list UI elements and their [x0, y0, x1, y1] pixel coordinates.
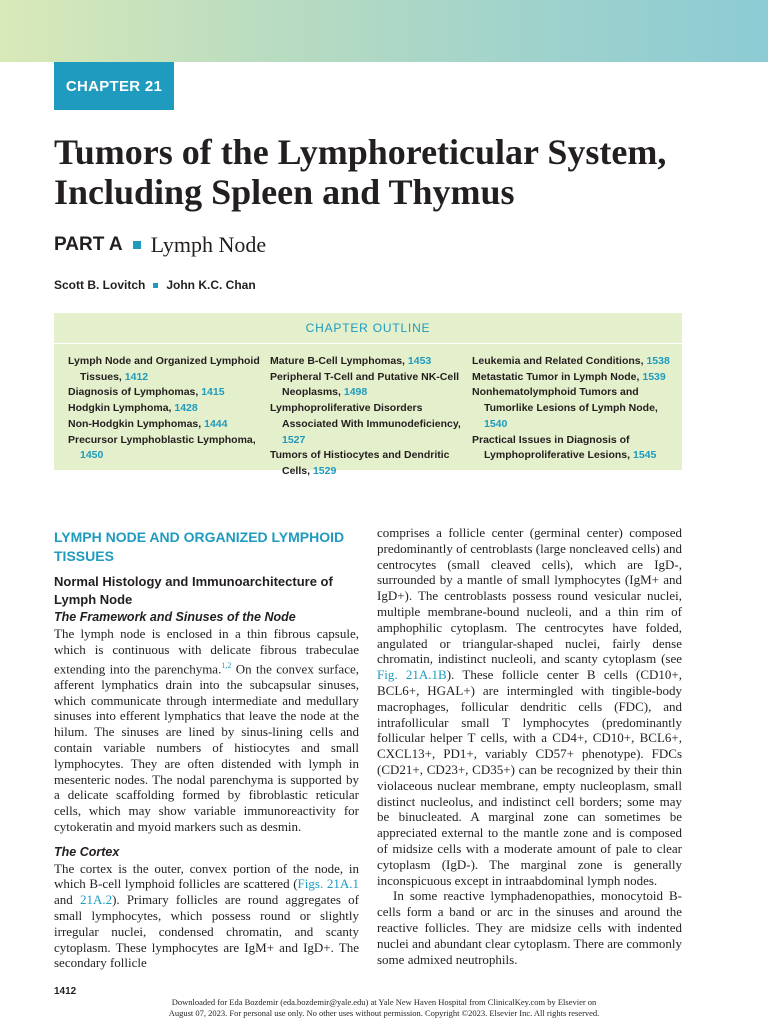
outline-item[interactable]: Tumors of Histiocytes and Dendritic Cells, 1529 [270, 449, 450, 477]
outline-page-link[interactable]: 1539 [642, 370, 666, 383]
outline-item[interactable]: Peripheral T-Cell and Putative NK-Cell Neoplasms, 1498 [270, 370, 460, 399]
outline-page-link[interactable]: 1527 [282, 433, 306, 446]
outline-page-link[interactable]: 1428 [174, 402, 198, 415]
outline-page-link[interactable]: 1450 [80, 449, 104, 462]
outline-page-link[interactable]: 1545 [632, 449, 657, 462]
body-paragraph: In some reactive lymphadenopathies, monocytoid B-cells form a band or arc in the sinuses and around the reactive follicles. They are midsize cells with indented nuclei and abundant clear cytoplasm. There are commonly some admixed neutrophils. [377, 888, 682, 967]
part-label: PART A [54, 234, 123, 255]
outline-page-link[interactable]: 1415 [201, 386, 225, 399]
outline-item[interactable]: Mature B-Cell Lymphomas, 1453 [270, 355, 432, 367]
figure-link[interactable]: 21A.2 [79, 892, 113, 908]
footer-line: Downloaded for Eda Bozdemir (eda.bozdemir@yale.edu) at Yale New Haven Hospital from ClinicalKey.com by Elsevier on [171, 997, 597, 1007]
author-line [54, 276, 256, 294]
chapter-label: CHAPTER 21 [54, 62, 174, 110]
figure-link[interactable]: Figs. 21A.1 [297, 876, 359, 892]
outline-item[interactable]: Metastatic Tumor in Lymph Node, 1539 [472, 370, 666, 383]
cortex-heading: The Cortex [54, 844, 120, 859]
outline-item[interactable]: Leukemia and Related Conditions, 1538 [472, 355, 670, 367]
outline-page-link[interactable]: 1412 [124, 370, 149, 383]
citation-link[interactable]: 1,2 [221, 660, 232, 670]
outline-column [270, 354, 472, 480]
body-paragraph: The cortex is the outer, convex portion of the node, in which B-cell lymphoid follicles are scattered (Figs. 21A.1 and 21A.2). Primary follicles are round aggregates of small lymphocytes, which possess round or slightly irregular nuclei, condensed chromatin, and scanty cytoplasm. These lymphocytes are IgM+ and IgD+. The secondary follicle [54, 860, 359, 971]
outline-column [68, 354, 270, 480]
outline-item[interactable]: Diagnosis of Lymphomas, 1415 [68, 386, 225, 399]
author-name: John K.C. Chan [166, 278, 256, 292]
outline-item[interactable]: Practical Issues in Diagnosis of Lymphoproliferative Lesions, 1545 [472, 433, 657, 462]
outline-item[interactable]: Lymph Node and Organized Lymphoid Tissues, 1412 [68, 355, 260, 383]
download-notice [150, 997, 618, 1018]
body-paragraph: The lymph node is enclosed in a thin fibrous capsule, which is continuous with delicate fibrous trabeculae extending into the parenchyma.$^{1,2}$ On the convex surface, afferent lymphatics drain into the subcapsular sinuses, which communicate through intermediate and medullary sinuses into efferent lymphatics that leave the node at the hilum. The sinuses are lined by sinus-lining cells and contain variable numbers of histiocytes and small lymphocytes. They are often distended with lymph in mesenteric nodes. The nodal parenchyma is supported by a delicate scaffolding formed by fibroblastic reticular cells, which may show variable immunoreactivity for cytokeratin and myoid markers such as desmin. [54, 626, 359, 834]
chapter-title: Tumors of the Lymphoreticular System, Including Spleen and Thymus [54, 132, 667, 212]
outline-item[interactable]: Precursor Lymphoblastic Lymphoma, 1450 [68, 433, 256, 462]
outline-page-link[interactable]: 1538 [646, 355, 670, 367]
chapter-outline [54, 313, 682, 477]
section-heading: LYMPH NODE AND ORGANIZED LYMPHOID TISSUES [54, 529, 345, 564]
subsection-heading: Normal Histology and Immunoarchitecture of Lymph Node [54, 574, 333, 607]
outline-page-link[interactable]: 1453 [407, 355, 432, 367]
footer-line: August 07, 2023. For personal use only. No other uses without permission. Copyright ©2023. Elsevier Inc. All rights reserved. [168, 1007, 600, 1018]
left-column [54, 528, 359, 971]
outline-page-link[interactable]: 1529 [312, 464, 337, 477]
outline-item[interactable]: Nonhematolymphoid Tumors and Tumorlike Lesions of Lymph Node, 1540 [472, 386, 658, 430]
right-column [377, 525, 682, 967]
outline-item[interactable]: Non-Hodgkin Lymphomas, 1444 [68, 417, 228, 430]
outline-page-link[interactable]: 1444 [204, 417, 228, 430]
outline-page-link[interactable]: 1498 [343, 386, 368, 399]
page-number: 1412 [54, 986, 77, 997]
outline-item[interactable]: Lymphoproliferative Disorders Associated With Immunodeficiency, 1527 [270, 402, 461, 446]
outline-column [472, 354, 674, 480]
header-gradient-band [0, 0, 768, 62]
figure-link[interactable]: Fig. 21A.1B [377, 667, 447, 683]
framework-heading: The Framework and Sinuses of the Node [54, 610, 296, 624]
part-heading [54, 230, 266, 260]
outline-page-link[interactable]: 1540 [484, 417, 508, 430]
body-paragraph: comprises a follicle center (germinal center) composed predominantly of centroblasts (large noncleaved cells) and centrocytes (small cleaved cells), which are IgD-, surrounded by a mantle of small lymphocytes (IgM+ and IgD+). The centroblasts possess round vesicular nuclei, multiple membrane-bound nucleoli, and a thin rim of amphophilic cytoplasm. The centrocytes have folded, angulated or triangular-shaped nuclei, fairly dense chromatin, indistinct nucleoli, and scanty cytoplasm (see Fig. 21A.1B). These follicle center B cells (CD10+, BCL6+, HGAL+) are intermingled with tingible-body macrophages, follicular dendritic cells (FDC), and intrafollicular small T lymphocytes (predominantly follicular helper T cells, with a CD4+, CD10+, BCL6+, CXCL13+, PD1+, variably CD57+ phenotype). FDCs (CD21+, CD23+, CD35+) can be recognized by their thin violaceous nuclear membrane, empty nucleoplasm, small distinct nucleolus, and indistinct cell borders; some may be binucleated. A marginal zone can sometimes be appreciated external to the mantle zone and is composed of midsize cells with a moderate amount of pale to clear cytoplasm (IgD-). The marginal zone is generally inconspicuous except in intraabdominal lymph nodes. [377, 525, 682, 888]
outline-item[interactable]: Hodgkin Lymphoma, 1428 [68, 402, 198, 415]
square-bullet-icon [133, 241, 141, 249]
part-name: Lymph Node [150, 232, 267, 257]
author-name: Scott B. Lovitch [54, 278, 146, 292]
square-bullet-icon [153, 283, 158, 288]
outline-heading: CHAPTER OUTLINE [54, 313, 682, 344]
